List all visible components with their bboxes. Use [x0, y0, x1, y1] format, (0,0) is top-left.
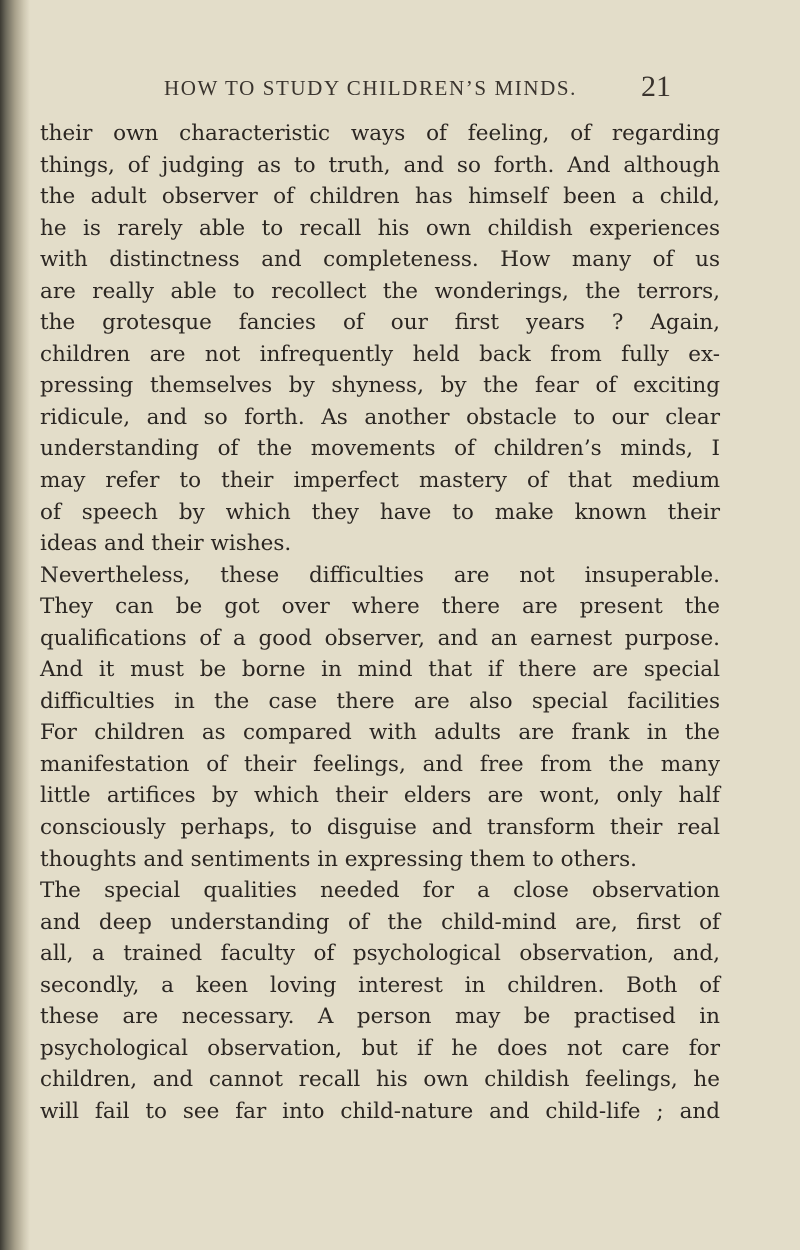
book-binding-edge: [0, 0, 30, 1250]
text-line: little artifices by which their elders are wont, only half: [40, 783, 720, 809]
text-line: psychological observation, but if he does not care for: [40, 1035, 720, 1061]
text-line: he is rarely able to recall his own childish experiences: [40, 215, 720, 241]
text-line: manifestation of their feelings, and free from the many: [40, 751, 720, 777]
text-line: things, of judging as to truth, and so forth. And although: [40, 152, 720, 178]
text-line: For children as compared with adults are frank in the: [40, 720, 720, 746]
text-line: will fail to see far into child-nature and child-life ; and: [40, 1098, 720, 1124]
text-line: difficulties in the case there are also special facilities: [40, 688, 720, 714]
paragraph-start-line: Nevertheless, these difficulties are not insuperable.: [40, 562, 720, 588]
text-line: their own characteristic ways of feeling, of regarding: [40, 121, 720, 146]
paragraph-end-line: ideas and their wishes.: [40, 531, 292, 557]
text-line: ridicule, and so forth. As another obstacle to our clear: [40, 404, 720, 430]
text-line: consciously perhaps, to disguise and transform their real: [40, 815, 720, 841]
text-line: all, a trained faculty of psychological observation, and,: [40, 941, 720, 967]
text-line: the adult observer of children has himself been a child,: [40, 184, 720, 210]
text-line: the grotesque fancies of our first years ? Again,: [40, 310, 720, 336]
text-line: children are not infrequently held back from fully ex-: [40, 341, 720, 367]
text-line: with distinctness and completeness. How many of us: [40, 247, 720, 273]
text-line: secondly, a keen loving interest in children. Both of: [40, 972, 720, 998]
running-head: [38, 70, 718, 104]
running-title: HOW TO STUDY CHILDREN’S MINDS.: [164, 76, 577, 100]
text-line: are really able to recollect the wonderings, the terrors,: [40, 278, 720, 304]
body-text: [40, 118, 720, 1128]
text-line: and deep understanding of the child-mind are, first of: [40, 909, 720, 935]
text-line: of speech by which they have to make known their: [40, 499, 720, 525]
text-line: pressing themselves by shyness, by the fear of exciting: [40, 373, 720, 399]
text-line: qualifications of a good observer, and an earnest purpose.: [40, 625, 720, 651]
text-line: And it must be borne in mind that if there are special: [40, 657, 720, 683]
text-line: children, and cannot recall his own childish feelings, he: [40, 1067, 720, 1093]
book-page: [38, 0, 800, 1250]
page-number: 21: [641, 70, 671, 103]
paragraph-start-line: The special qualities needed for a close observation: [40, 878, 720, 904]
text-line: may refer to their imperfect mastery of that medium: [40, 468, 720, 494]
text-line: these are necessary. A person may be practised in: [40, 1004, 720, 1030]
text-line: They can be got over where there are present the: [40, 594, 720, 620]
text-line: understanding of the movements of children’s minds, I: [40, 436, 720, 462]
paragraph-end-line: thoughts and sentiments in expressing them to others.: [40, 846, 637, 872]
